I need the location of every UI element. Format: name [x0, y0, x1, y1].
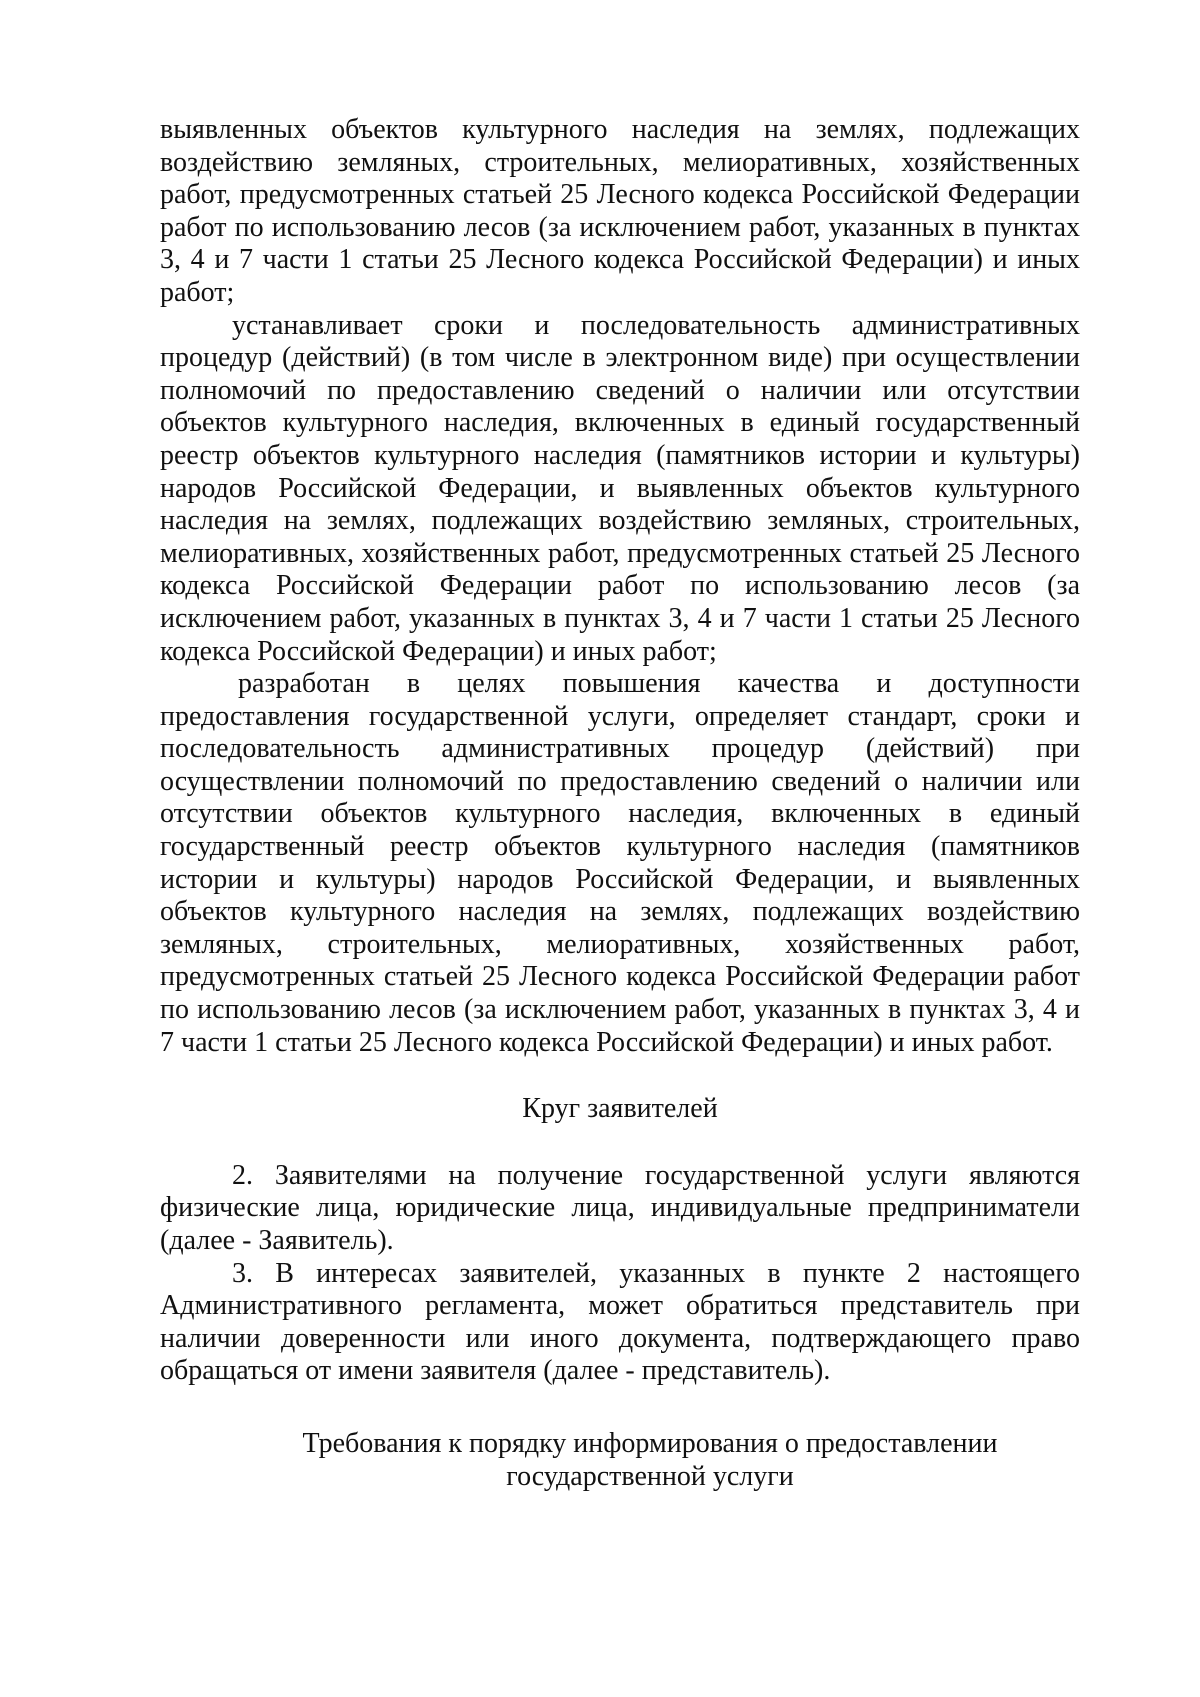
section-heading-informing-line-2: государственной услуги — [506, 1460, 794, 1492]
paragraph-item-3: 3. В интересах заявителей, указанных в пункте 2 настоящего Административного регламента, может обратиться представитель при наличии доверенности или иного документа, подтверждающего право обращаться от имени заявителя (далее - представитель). — [160, 1257, 1080, 1387]
paragraph-item-2: 2. Заявителями на получение государственной услуги являются физические лица, юридические лица, индивидуальные предприниматели (далее - Заявитель). — [160, 1159, 1080, 1256]
section-heading-applicants: Круг заявителей — [522, 1093, 718, 1125]
spacer — [160, 1059, 1080, 1093]
paragraph-developed-purpose: разработан в целях повышения качества и доступности предоставления государственной услуги, определяет стандарт, сроки и последовательность административных процедур (действий) при осуществлении полномочий по предоставлению сведений о наличии или отсутствии объектов культурного наследия, включенных в единый государственный реестр объектов культурного наследия (памятников истории и культуры) народов Российской Федерации, и выявленных объектов культурного наследия на землях, подлежащих воздействию земляных, строительных, мелиоративных, хозяйственных работ, предусмотренных статьей 25 Лесного кодекса Российской Федерации работ по использованию лесов (за исключением работ, указанных в пунктах 3, 4 и 7 части 1 статьи 25 Лесного кодекса Российской Федерации) и иных работ. — [160, 668, 1080, 1058]
section-heading-informing-line-1: Требования к порядку информирования о предоставлении — [302, 1427, 998, 1459]
spacer — [160, 1388, 1080, 1428]
paragraph-continuation: выявленных объектов культурного наследия на землях, подлежащих воздействию земляных, строительных, мелиоративных, хозяйственных работ, предусмотренных статьей 25 Лесного кодекса Российской Федерации работ по использованию лесов (за исключением работ, указанных в пунктах 3, 4 и 7 части 1 статьи 25 Лесного кодекса Российской Федерации) и иных работ; — [160, 114, 1080, 308]
document-body — [160, 114, 1080, 1493]
paragraph-establishes-deadlines: устанавливает сроки и последовательность административных процедур (действий) (в том числе в электронном виде) при осуществлении полномочий по предоставлению сведений о наличии или отсутствии объектов культурного наследия, включенных в единый государственный реестр объектов культурного наследия (памятников истории и культуры) народов Российской Федерации, и выявленных объектов культурного наследия на землях, подлежащих воздействию земляных, строительных, мелиоративных, хозяйственных работ, предусмотренных статьей 25 Лесного кодекса Российской Федерации работ по использованию лесов (за исключением работ, указанных в пунктах 3, 4 и 7 части 1 статьи 25 Лесного кодекса Российской Федерации) и иных работ; — [160, 309, 1080, 667]
spacer — [160, 1126, 1080, 1160]
